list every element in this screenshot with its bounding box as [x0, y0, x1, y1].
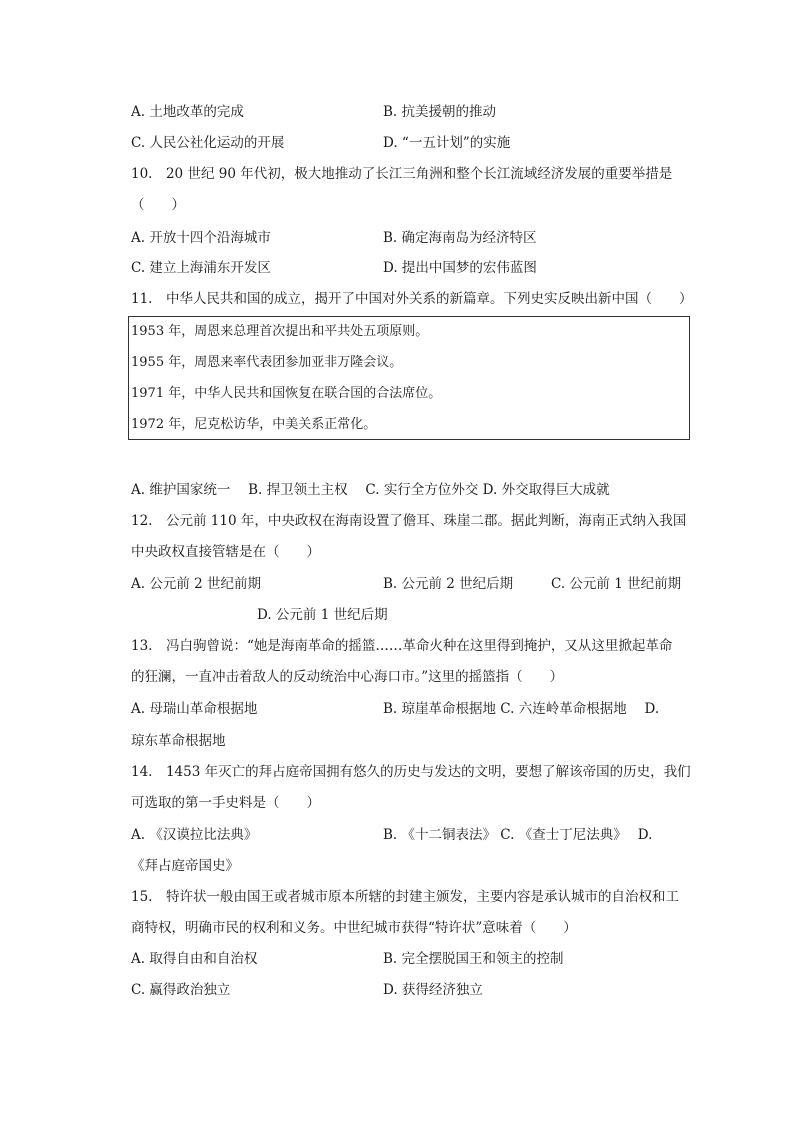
q14-stem-line2: 可选取的第一手史料是（ ）	[131, 795, 320, 811]
q13-option-a: A. 母瑞山革命根据地	[131, 701, 258, 717]
q9-option-c: C. 人民公社化运动的开展	[131, 135, 285, 151]
q13-stem-line1: 13. 冯白驹曾说：“她是海南革命的摇篮……革命火种在这里得到掩护，又从这里掀起革命	[131, 638, 673, 654]
q15-stem-line1: 15. 特许状一般由国王或者城市原本所辖的封建主颁发，主要内容是承认城市的自治权和工	[131, 889, 679, 905]
q12-option-d: D. 公元前 1 世纪后期	[257, 607, 388, 623]
q12-option-b: B. 公元前 2 世纪后期	[383, 576, 514, 592]
q10-stem: 10. 20 世纪 90 年代初，极大地推动了长江三角洲和整个长江流域经济发展的重要举措是	[131, 166, 673, 182]
q10-option-c: C. 建立上海浦东开发区	[131, 260, 271, 276]
q11-source-line: 1971 年，中华人民共和国恢复在联合国的合法席位。	[131, 386, 442, 401]
q11-source-line: 1955 年，周恩来率代表团参加亚非万隆会议。	[131, 355, 403, 370]
q15-option-a: A. 取得自由和自治权	[131, 951, 258, 967]
q10-option-b: B. 确定海南岛为经济特区	[383, 230, 537, 246]
q14-option-bcd: B. 《十二铜表法》 C. 《查士丁尼法典》 D.	[383, 827, 653, 843]
q11-options: A. 维护国家统一 B. 捍卫领土主权 C. 实行全方位外交 D. 外交取得巨大成就	[131, 482, 610, 498]
q10-option-a: A. 开放十四个沿海城市	[131, 230, 271, 246]
q9-option-a: A. 土地改革的完成	[131, 104, 244, 120]
q13-stem-line2: 的狂澜，一直冲击着敌人的反动统治中心海口市。”这里的摇篮指（ ）	[131, 669, 564, 685]
q11-stem: 11. 中华人民共和国的成立，揭开了中国对外关系的新篇章。下列史实反映出新中国（ ）	[131, 291, 693, 307]
q12-stem-line1: 12. 公元前 110 年，中央政权在海南设置了儋耳、珠崖二郡。据此判断，海南正式纳入我国	[131, 513, 687, 529]
q10-option-d: D. 提出中国梦的宏伟蓝图	[383, 260, 537, 276]
q11-source-line: 1953 年，周恩来总理首次提出和平共处五项原则。	[131, 324, 429, 339]
q13-option-d-cont: 琼东革命根据地	[131, 733, 226, 749]
q12-stem-line2: 中央政权直接管辖是在（ ）	[131, 544, 320, 560]
q9-option-d: D. “一五计划”的实施	[383, 135, 511, 151]
q9-option-b: B. 抗美援朝的推动	[383, 104, 497, 120]
q15-option-c: C. 赢得政治独立	[131, 982, 231, 998]
q13-option-bcd: B. 琼崖革命根据地 C. 六连岭革命根据地 D.	[383, 701, 660, 717]
q11-source-box	[128, 316, 690, 440]
q15-option-b: B. 完全摆脱国王和领主的控制	[383, 951, 564, 967]
q11-source-line: 1972 年，尼克松访华，中美关系正常化。	[131, 417, 377, 432]
q14-option-d-cont: 《拜占庭帝国史》	[131, 858, 239, 874]
q10-blank: （ ）	[131, 197, 185, 213]
q14-stem-line1: 14. 1453 年灭亡的拜占庭帝国拥有悠久的历史与发达的文明，要想了解该帝国的历史，我们	[131, 764, 691, 780]
q12-option-c: C. 公元前 1 世纪前期	[551, 576, 682, 592]
q14-option-a: A. 《汉谟拉比法典》	[131, 827, 258, 843]
q15-stem-line2: 商特权，明确市民的权利和义务。中世纪城市获得“特许状”意味着（ ）	[131, 920, 577, 936]
q15-option-d: D. 获得经济独立	[383, 982, 483, 998]
q12-option-a: A. 公元前 2 世纪前期	[131, 576, 262, 592]
